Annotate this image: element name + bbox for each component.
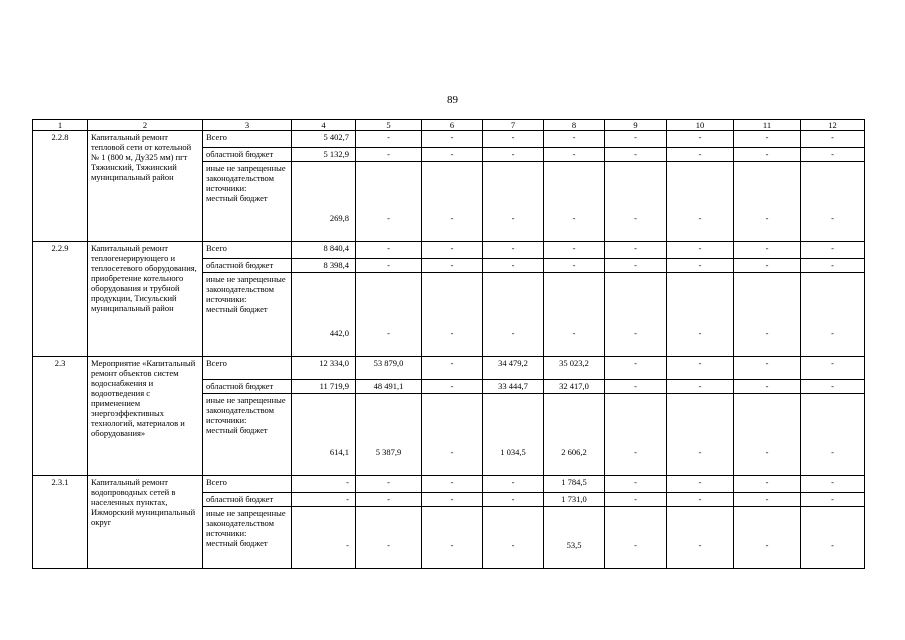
column-header: 8 bbox=[544, 120, 605, 131]
value-cell: - bbox=[605, 476, 667, 493]
value-cell: - bbox=[292, 493, 356, 507]
value-cell: 8 398,4 bbox=[292, 259, 356, 273]
value-cell: - bbox=[801, 394, 865, 476]
row-name: Капитальный ремонт тепловой сети от котельной № 1 (800 м, Ду325 мм) пгт Тяжинский, Тяжинский муниципальный район bbox=[88, 131, 203, 242]
row-name: Капитальный ремонт теплогенерирующего и теплосетевого оборудования, приобретение котельного оборудования и трубной продукции, Тисульский муниципальный район bbox=[88, 242, 203, 357]
column-header: 2 bbox=[88, 120, 203, 131]
funding-source: областной бюджет bbox=[203, 259, 292, 273]
value-cell: - bbox=[801, 273, 865, 357]
value-cell: 614,1 bbox=[292, 394, 356, 476]
value-cell: - bbox=[483, 493, 544, 507]
table-row bbox=[33, 131, 865, 148]
value-cell: - bbox=[667, 380, 734, 394]
value-cell: - bbox=[605, 507, 667, 569]
value-cell: - bbox=[734, 131, 801, 148]
value-cell: 8 840,4 bbox=[292, 242, 356, 259]
column-header: 4 bbox=[292, 120, 356, 131]
value-cell: - bbox=[801, 162, 865, 242]
value-cell: 34 479,2 bbox=[483, 357, 544, 380]
value-cell: 11 719,9 bbox=[292, 380, 356, 394]
table-row bbox=[33, 357, 865, 380]
funding-source: Всего bbox=[203, 357, 292, 380]
value-cell: - bbox=[422, 273, 483, 357]
value-cell: - bbox=[801, 242, 865, 259]
value-cell: 442,0 bbox=[292, 273, 356, 357]
value-cell: - bbox=[667, 394, 734, 476]
column-header: 3 bbox=[203, 120, 292, 131]
value-cell: - bbox=[801, 259, 865, 273]
value-cell: - bbox=[667, 259, 734, 273]
value-cell: - bbox=[483, 507, 544, 569]
value-cell: - bbox=[734, 476, 801, 493]
row-code: 2.3.1 bbox=[33, 476, 88, 569]
value-cell: - bbox=[292, 507, 356, 569]
value-cell: - bbox=[801, 131, 865, 148]
value-cell: - bbox=[544, 242, 605, 259]
other-sources-label: иные не запрещенные законодательством источники: bbox=[206, 163, 286, 193]
budget-table bbox=[32, 119, 865, 569]
value-cell: - bbox=[483, 162, 544, 242]
value-cell: 53 879,0 bbox=[356, 357, 422, 380]
value-cell: - bbox=[544, 259, 605, 273]
value-cell: - bbox=[422, 162, 483, 242]
value-cell: - bbox=[734, 148, 801, 162]
value-cell: 35 023,2 bbox=[544, 357, 605, 380]
value-cell: - bbox=[422, 357, 483, 380]
value-cell: 269,8 bbox=[292, 162, 356, 242]
value-cell: - bbox=[801, 380, 865, 394]
other-sources-label: иные не запрещенные законодательством источники: bbox=[206, 395, 286, 425]
value-cell: - bbox=[483, 242, 544, 259]
funding-source: Всего bbox=[203, 476, 292, 493]
row-name: Капитальный ремонт водопроводных сетей в населенных пунктах, Ижморский муниципальный округ bbox=[88, 476, 203, 569]
value-cell: - bbox=[605, 131, 667, 148]
value-cell: - bbox=[605, 394, 667, 476]
value-cell: - bbox=[605, 242, 667, 259]
funding-source: областной бюджет bbox=[203, 380, 292, 394]
value-cell: - bbox=[483, 148, 544, 162]
value-cell: 5 132,9 bbox=[292, 148, 356, 162]
value-cell: - bbox=[734, 273, 801, 357]
value-cell: 5 387,9 bbox=[356, 394, 422, 476]
value-cell: - bbox=[734, 394, 801, 476]
value-cell: - bbox=[801, 357, 865, 380]
value-cell: - bbox=[356, 259, 422, 273]
funding-source bbox=[203, 162, 292, 242]
row-code: 2.2.8 bbox=[33, 131, 88, 242]
column-header: 6 bbox=[422, 120, 483, 131]
value-cell: - bbox=[356, 148, 422, 162]
value-cell: - bbox=[544, 131, 605, 148]
funding-source: Всего bbox=[203, 242, 292, 259]
value-cell: - bbox=[605, 357, 667, 380]
value-cell: 48 491,1 bbox=[356, 380, 422, 394]
column-header: 11 bbox=[734, 120, 801, 131]
value-cell: - bbox=[292, 476, 356, 493]
value-cell: - bbox=[483, 131, 544, 148]
value-cell: - bbox=[422, 394, 483, 476]
funding-source bbox=[203, 507, 292, 569]
column-header: 12 bbox=[801, 120, 865, 131]
value-cell: - bbox=[667, 476, 734, 493]
funding-source: областной бюджет bbox=[203, 493, 292, 507]
value-cell: - bbox=[734, 493, 801, 507]
value-cell: - bbox=[734, 259, 801, 273]
local-budget-label: местный бюджет bbox=[206, 304, 268, 314]
value-cell: - bbox=[544, 148, 605, 162]
value-cell: - bbox=[734, 380, 801, 394]
value-cell: - bbox=[483, 273, 544, 357]
value-cell: 1 784,5 bbox=[544, 476, 605, 493]
value-cell: 12 334,0 bbox=[292, 357, 356, 380]
other-sources-label: иные не запрещенные законодательством источники: bbox=[206, 508, 286, 538]
value-cell: - bbox=[544, 273, 605, 357]
value-cell: - bbox=[356, 162, 422, 242]
value-cell: - bbox=[356, 242, 422, 259]
funding-source bbox=[203, 273, 292, 357]
column-numbers-row bbox=[33, 120, 865, 131]
funding-source: областной бюджет bbox=[203, 148, 292, 162]
value-cell: - bbox=[734, 242, 801, 259]
value-cell: - bbox=[356, 476, 422, 493]
row-code: 2.3 bbox=[33, 357, 88, 476]
local-budget-label: местный бюджет bbox=[206, 193, 268, 203]
value-cell: - bbox=[356, 493, 422, 507]
value-cell: 33 444,7 bbox=[483, 380, 544, 394]
column-header: 1 bbox=[33, 120, 88, 131]
value-cell: - bbox=[422, 148, 483, 162]
value-cell: - bbox=[667, 273, 734, 357]
value-cell: - bbox=[422, 507, 483, 569]
value-cell: - bbox=[356, 273, 422, 357]
value-cell: - bbox=[605, 148, 667, 162]
page-number: 89 bbox=[447, 94, 458, 106]
column-header: 9 bbox=[605, 120, 667, 131]
value-cell: - bbox=[605, 493, 667, 507]
row-code: 2.2.9 bbox=[33, 242, 88, 357]
other-sources-label: иные не запрещенные законодательством источники: bbox=[206, 274, 286, 304]
value-cell: - bbox=[356, 507, 422, 569]
value-cell: - bbox=[667, 357, 734, 380]
value-cell: - bbox=[422, 242, 483, 259]
value-cell: - bbox=[667, 148, 734, 162]
value-cell: - bbox=[667, 493, 734, 507]
value-cell: 5 402,7 bbox=[292, 131, 356, 148]
value-cell: - bbox=[422, 476, 483, 493]
value-cell: - bbox=[422, 131, 483, 148]
value-cell: 1 034,5 bbox=[483, 394, 544, 476]
value-cell: 1 731,0 bbox=[544, 493, 605, 507]
value-cell: - bbox=[544, 162, 605, 242]
value-cell: - bbox=[483, 476, 544, 493]
value-cell: - bbox=[801, 148, 865, 162]
value-cell: - bbox=[422, 259, 483, 273]
value-cell: - bbox=[801, 476, 865, 493]
value-cell: - bbox=[605, 380, 667, 394]
funding-source bbox=[203, 394, 292, 476]
column-header: 10 bbox=[667, 120, 734, 131]
value-cell: - bbox=[605, 162, 667, 242]
value-cell: - bbox=[356, 131, 422, 148]
value-cell: - bbox=[667, 162, 734, 242]
value-cell: - bbox=[734, 357, 801, 380]
value-cell: - bbox=[801, 507, 865, 569]
value-cell: - bbox=[667, 131, 734, 148]
local-budget-label: местный бюджет bbox=[206, 538, 268, 548]
row-name: Мероприятие «Капитальный ремонт объектов систем водоснабжения и водоотведения с применением энергоэффективных технологий, материалов и оборудования» bbox=[88, 357, 203, 476]
value-cell: - bbox=[605, 259, 667, 273]
table-row bbox=[33, 476, 865, 493]
value-cell: 53,5 bbox=[544, 507, 605, 569]
table-row bbox=[33, 242, 865, 259]
value-cell: - bbox=[667, 242, 734, 259]
value-cell: - bbox=[483, 259, 544, 273]
value-cell: - bbox=[801, 493, 865, 507]
value-cell: - bbox=[605, 273, 667, 357]
column-header: 7 bbox=[483, 120, 544, 131]
value-cell: - bbox=[734, 507, 801, 569]
value-cell: 32 417,0 bbox=[544, 380, 605, 394]
value-cell: - bbox=[667, 507, 734, 569]
funding-source: Всего bbox=[203, 131, 292, 148]
value-cell: - bbox=[734, 162, 801, 242]
value-cell: - bbox=[422, 493, 483, 507]
value-cell: - bbox=[422, 380, 483, 394]
column-header: 5 bbox=[356, 120, 422, 131]
local-budget-label: местный бюджет bbox=[206, 425, 268, 435]
value-cell: 2 606,2 bbox=[544, 394, 605, 476]
